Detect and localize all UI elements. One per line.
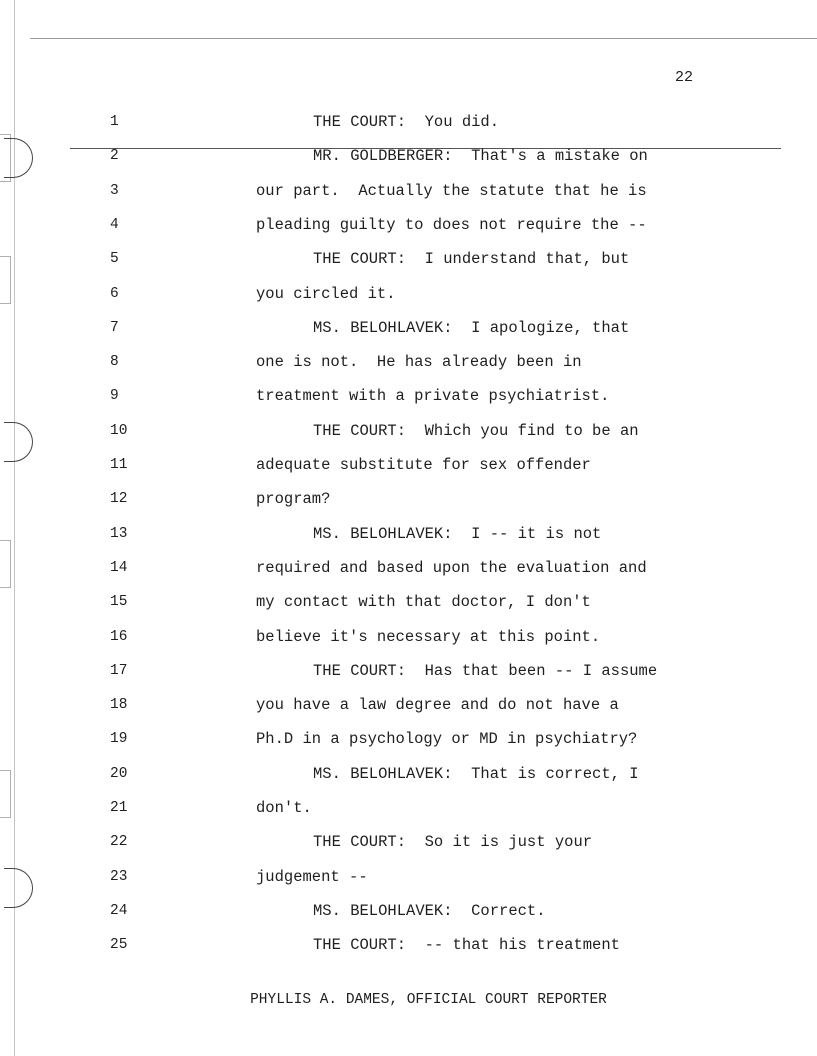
line-number: 21 [110,800,128,816]
binding-bracket [0,256,11,304]
transcript-line: THE COURT: -- that his treatment [313,936,620,954]
transcript-line: MS. BELOHLAVEK: That is correct, I [313,765,639,783]
line-number: 12 [110,491,128,507]
transcript-line: MS. BELOHLAVEK: I apologize, that [313,319,630,337]
line-number: 10 [110,423,128,439]
line-number: 4 [110,217,119,233]
top-rule [30,38,817,39]
line-number: 18 [110,697,128,713]
line-number: 1 [110,114,119,130]
transcript-line: pleading guilty to does not require the -- [256,216,647,234]
punch-hole-icon [4,422,33,462]
line-number: 16 [110,629,128,645]
transcript-line: one is not. He has already been in [256,353,582,371]
line-number: 15 [110,594,128,610]
line-number: 23 [110,869,128,885]
line-number: 11 [110,457,128,473]
line-number: 17 [110,663,128,679]
court-reporter-footer: PHYLLIS A. DAMES, OFFICIAL COURT REPORTER [250,992,607,1008]
punch-hole-icon [4,868,33,908]
line-number: 8 [110,354,119,370]
transcript-line: THE COURT: You did. [313,113,500,131]
line-number: 22 [110,834,128,850]
transcript-line: treatment with a private psychiatrist. [256,387,610,405]
transcript-line: you have a law degree and do not have a [256,696,619,714]
line-number: 7 [110,320,119,336]
binding-bracket [0,540,11,588]
transcript-line: THE COURT: I understand that, but [313,250,630,268]
transcript-line: adequate substitute for sex offender [256,456,591,474]
binding-bracket [0,770,11,818]
transcript-line: our part. Actually the statute that he is [256,182,647,200]
line-number: 25 [110,937,128,953]
transcript-line: MS. BELOHLAVEK: Correct. [313,902,546,920]
punch-hole-icon [4,138,33,178]
transcript-line: MS. BELOHLAVEK: I -- it is not [313,525,602,543]
transcript-line: THE COURT: So it is just your [313,833,593,851]
transcript-line: Ph.D in a psychology or MD in psychiatry? [256,730,638,748]
line-number: 14 [110,560,128,576]
line-number: 20 [110,766,128,782]
line-number: 2 [110,148,119,164]
transcript-line: THE COURT: Which you find to be an [313,422,639,440]
transcript-line: THE COURT: Has that been -- I assume [313,662,658,680]
transcript-line: required and based upon the evaluation and [256,559,647,577]
line-number: 9 [110,388,119,404]
line-number: 19 [110,731,128,747]
line-number: 3 [110,183,119,199]
transcript-line: don't. [256,799,312,817]
transcript-line: program? [256,490,331,508]
transcript-line: judgement -- [256,868,368,886]
transcript-line: my contact with that doctor, I don't [256,593,591,611]
line-number: 6 [110,286,119,302]
line-number: 5 [110,251,119,267]
transcript-line: believe it's necessary at this point. [256,628,601,646]
line-number: 24 [110,903,128,919]
transcript-line: you circled it. [256,285,396,303]
page-number: 22 [675,69,694,86]
transcript-line: MR. GOLDBERGER: That's a mistake on [313,147,648,165]
line-number: 13 [110,526,128,542]
